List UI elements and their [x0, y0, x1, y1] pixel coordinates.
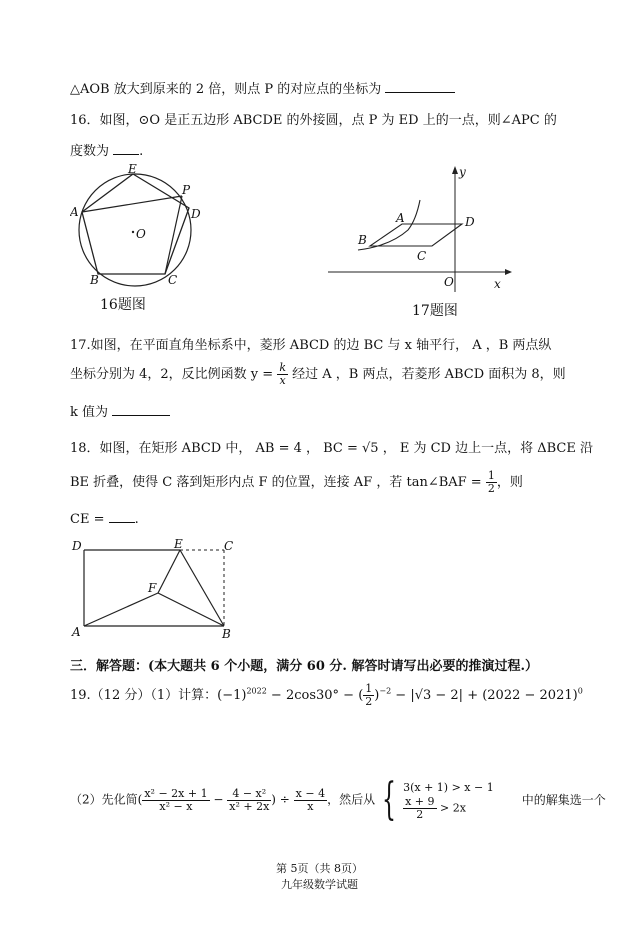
q19-frac-num: 1 — [365, 682, 373, 695]
q19-ineq2 — [403, 796, 494, 821]
fig18-label-A: A — [72, 625, 81, 639]
fig16-label-O: O — [136, 227, 146, 241]
fig17-x-arrow — [505, 269, 512, 275]
q19-ineq1: 3(x + 1) > x − 1 — [403, 780, 494, 794]
figure-16 — [70, 160, 210, 300]
q18-line3 — [70, 510, 139, 527]
q19-part1-b: − 2cos30° − ( — [266, 688, 364, 703]
q17-line3 — [70, 401, 170, 420]
q19-exp2: −2 — [379, 686, 392, 696]
q19-f1-num: x² − 2x + 1 — [144, 786, 208, 800]
fig18-line-AF — [84, 593, 158, 626]
fig16-label-E: E — [128, 162, 137, 176]
fig17-y-arrow — [452, 166, 458, 174]
fig18-label-E: E — [174, 537, 183, 551]
q19-part1-d: − |√3 − 2| + (2022 − 2021) — [391, 688, 578, 703]
fig16-label-B: B — [90, 273, 99, 287]
q19-part2 — [70, 774, 606, 825]
q19-f2-num: 4 − x² — [227, 788, 271, 801]
q16-line2-text: 度数为 — [70, 144, 110, 159]
q15-answer-blank — [385, 80, 455, 93]
fig17-caption: 17题图 — [412, 303, 458, 319]
q19-exp3: 0 — [577, 686, 583, 696]
q19-exp1: 2022 — [246, 686, 267, 696]
q17-line1: 17.如图，在平面直角坐标系中，菱形 ABCD 的边 BC 与 x 轴平行， A ，B 两点纵 — [70, 338, 552, 353]
q19-part1-a: 19.（12 分）（1）计算：(−1) — [70, 688, 247, 703]
q19-inequality-system — [403, 780, 494, 821]
fig16-line-AP — [82, 196, 182, 212]
q19-part2-b: ，然后从 — [327, 792, 376, 807]
q19-ineq2-num: x + 9 — [405, 794, 435, 808]
q19-ineq2-rest: > 2x — [436, 801, 466, 814]
q15-tail-text: △AOB 放大到原来的 2 倍，则点 P 的对应点的坐标为 — [70, 82, 382, 97]
fig17-label-O: O — [444, 275, 454, 289]
fig17-label-x: x — [494, 277, 501, 291]
q19-f3-num: x − 4 — [295, 786, 326, 800]
fig18-label-C: C — [224, 539, 234, 553]
fig17-label-A: A — [396, 211, 405, 225]
q19-frac2 — [227, 788, 271, 813]
footer-page-number: 第 5页（共 8页） — [276, 862, 363, 875]
q18-line1: 18．如图，在矩形 ABCD 中， AB = 4 ， BC = √5 ， E 为 CD 边上一点，将 ΔBCE 沿 — [70, 441, 593, 456]
q17-line3-text: k 值为 — [70, 405, 109, 420]
q17-frac-den: x — [279, 374, 286, 387]
footer-title: 九年级数学试题 — [281, 878, 358, 891]
fig16-caption: 16题图 — [100, 297, 146, 313]
fig17-label-D: D — [465, 215, 475, 229]
q19-f2-den: x² + 2x — [229, 799, 270, 813]
fig16-label-D: D — [191, 207, 201, 221]
q18-period: . — [134, 512, 139, 527]
fig18-label-D: D — [72, 539, 82, 553]
q18-frac-num: 1 — [487, 469, 495, 482]
fig18-label-F: F — [148, 581, 157, 595]
q17-line2-a: 坐标分别为 4，2，反比例函数 y = — [70, 367, 278, 382]
q17-line2 — [70, 362, 566, 387]
q19-f1-den: x² − x — [159, 799, 193, 813]
figure-18 — [66, 536, 246, 644]
q19-half-fraction — [363, 683, 374, 708]
fig17-hyperbola — [358, 200, 420, 250]
fig17-label-C: C — [417, 249, 427, 263]
fig17-label-B: B — [358, 233, 367, 247]
fig18-label-B: B — [222, 627, 231, 641]
fig17-label-y: y — [459, 165, 466, 179]
q17-frac-num: k — [279, 361, 286, 374]
q19-f3-den: x — [307, 799, 314, 813]
q19-part2-c: 中的解集选一个 — [521, 792, 606, 807]
q19-part2-a: （2）先化简( — [70, 792, 143, 807]
q18-frac-den: 2 — [487, 482, 495, 495]
q18-line2-b: ，则 — [496, 475, 523, 490]
q19-part1-c: ) — [374, 688, 380, 703]
q17-fraction — [277, 362, 288, 387]
fig18-line-EF — [158, 550, 180, 593]
q19-system-brace: { — [382, 774, 397, 825]
q18-line3-text: CE = — [70, 512, 105, 527]
q19-ineq2-frac — [403, 796, 436, 821]
fig16-label-C: C — [168, 273, 178, 287]
section3-title: 三．解答题：(本大题共 6 个小题，满分 60 分. 解答时请写出必要的推演过程.） — [70, 659, 538, 674]
q17-answer-blank — [112, 403, 170, 416]
q19-part1 — [70, 683, 583, 708]
q17-line2-b: 经过 A ，B 两点，若菱形 ABCD 面积为 8，则 — [287, 367, 566, 382]
q19-minus: − — [209, 792, 228, 807]
q15-tail-line — [70, 78, 455, 97]
q18-fraction — [486, 470, 497, 495]
q18-line2 — [70, 470, 523, 495]
fig17-rhombus — [370, 224, 462, 246]
q18-line2-a: BE 折叠，使得 C 落到矩形内点 F 的位置，连接 AF ，若 tan∠BAF = — [70, 475, 486, 490]
q18-answer-blank — [109, 510, 135, 523]
fig16-label-P: P — [182, 183, 191, 197]
figure-17 — [320, 162, 520, 297]
fig16-center-dot — [132, 231, 134, 233]
q19-frac1 — [142, 788, 209, 813]
q16-period: . — [139, 144, 144, 159]
q16-answer-blank — [113, 142, 139, 155]
q19-frac-den: 2 — [365, 695, 373, 708]
q16-line1: 16．如图，⊙O 是正五边形 ABCDE 的外接圆，点 P 为 ED 上的一点，则∠APC 的 — [70, 113, 557, 128]
q16-line2 — [70, 140, 143, 159]
q19-frac3 — [294, 788, 327, 813]
q19-div: ) ÷ — [271, 792, 294, 807]
q19-ineq2-den: 2 — [416, 807, 424, 821]
fig16-label-A: A — [70, 205, 79, 219]
